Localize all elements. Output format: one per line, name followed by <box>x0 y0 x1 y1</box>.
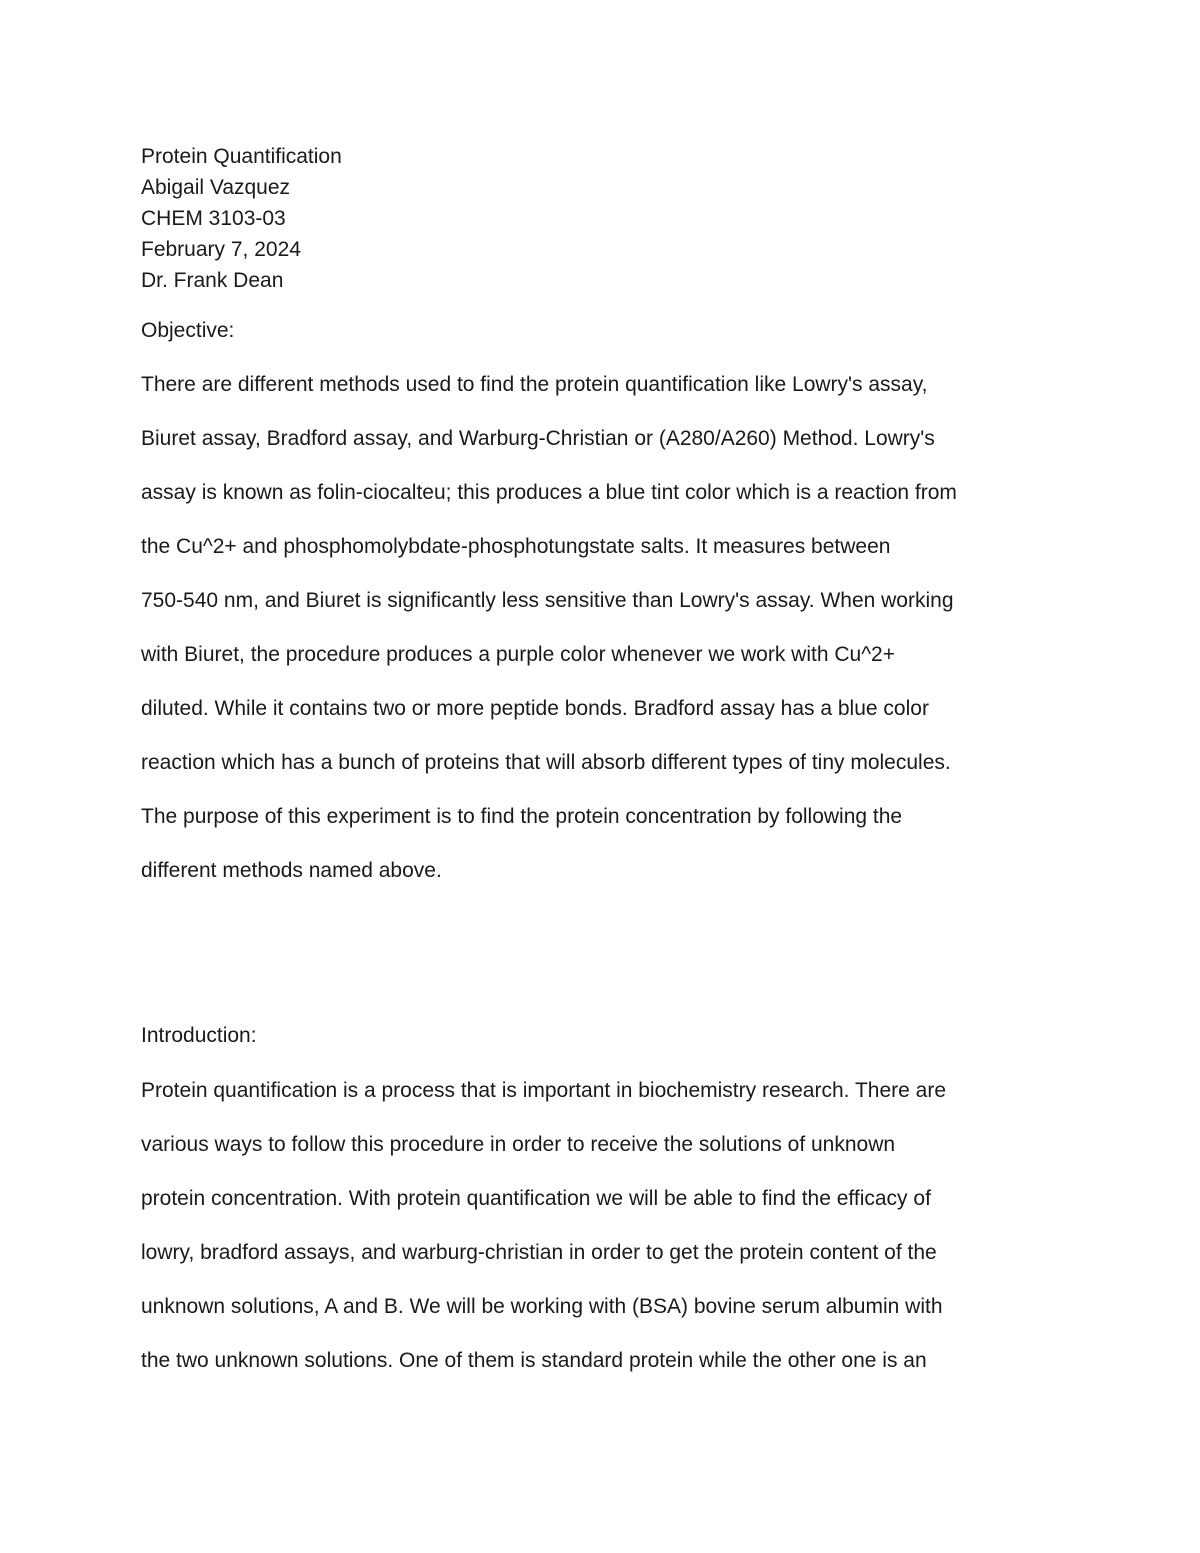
paragraph-line: the two unknown solutions. One of them is standard protein while the other one is an <box>141 1349 927 1372</box>
paragraph-line: reaction which has a bunch of proteins that will absorb different types of tiny molecules. <box>141 751 951 774</box>
instructor-name: Dr. Frank Dean <box>141 269 284 292</box>
paragraph-line: lowry, bradford assays, and warburg-christian in order to get the protein content of the <box>141 1241 937 1264</box>
document-header <box>141 141 1071 296</box>
paragraph-line: 750-540 nm, and Biuret is significantly less sensitive than Lowry's assay. When working <box>141 589 954 612</box>
objective-heading: Objective: <box>141 319 235 342</box>
paragraph-line: There are different methods used to find the protein quantification like Lowry's assay, <box>141 373 928 396</box>
paragraph-line: Biuret assay, Bradford assay, and Warburg-Christian or (A280/A260) Method. Lowry's <box>141 427 935 450</box>
paragraph-line: the Cu^2+ and phosphomolybdate-phosphotungstate salts. It measures between <box>141 535 891 558</box>
paragraph-line: protein concentration. With protein quantification we will be able to find the efficacy of <box>141 1187 931 1210</box>
document-body <box>141 141 1071 1399</box>
paragraph-line: various ways to follow this procedure in order to receive the solutions of unknown <box>141 1133 896 1156</box>
objective-paragraph <box>141 369 1071 909</box>
paragraph-line: Protein quantification is a process that is important in biochemistry research. There are <box>141 1079 946 1102</box>
author-name: Abigail Vazquez <box>141 176 291 199</box>
paragraph-line: diluted. While it contains two or more peptide bonds. Bradford assay has a blue color <box>141 697 929 720</box>
paragraph-line: unknown solutions, A and B. We will be working with (BSA) bovine serum albumin with <box>141 1295 943 1318</box>
paragraph-line: The purpose of this experiment is to find the protein concentration by following the <box>141 805 903 828</box>
paragraph-line: different methods named above. <box>141 859 442 882</box>
paragraph-line: assay is known as folin-ciocalteu; this produces a blue tint color which is a reaction from <box>141 481 957 504</box>
introduction-heading: Introduction: <box>141 1024 257 1047</box>
document-title: Protein Quantification <box>141 145 342 168</box>
paragraph-line: with Biuret, the procedure produces a purple color whenever we work with Cu^2+ <box>141 643 895 666</box>
document-date: February 7, 2024 <box>141 238 301 261</box>
course-code: CHEM 3103-03 <box>141 207 286 230</box>
introduction-paragraph <box>141 1075 1071 1399</box>
